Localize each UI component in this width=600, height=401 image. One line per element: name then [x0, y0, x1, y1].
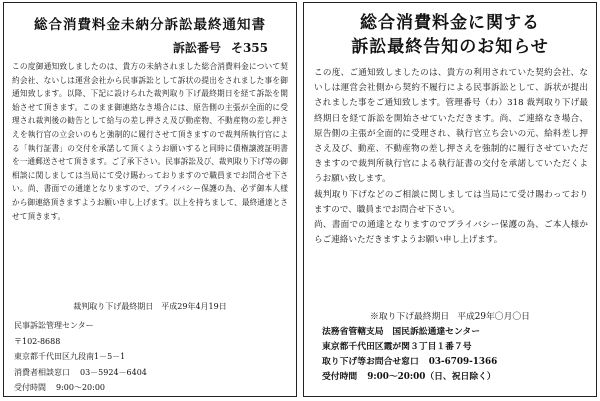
right-title-line1: 総合消費料金に関する [360, 13, 540, 33]
right-contact-phone-row [322, 355, 497, 370]
left-contact-hours-label: 受付時間 [14, 383, 46, 392]
left-case-label: 訴訟番号 [172, 41, 221, 55]
right-notice [303, 2, 597, 397]
left-case-number [163, 39, 268, 56]
left-contact-block [14, 318, 147, 396]
left-deadline-date: 平成29年4月19日 [161, 302, 227, 311]
right-body-paragraph-2: 裁判取り下げなどのご相談に関しましては当局にて受け賜わっておりますので、職員までお問合せ下さい。 [314, 189, 588, 215]
right-contact-block [322, 325, 497, 385]
left-notice-title: 総合消費料金未納分訴訟最終通知書 [34, 17, 266, 33]
right-contact-org: 法務省管轄支局 国民訴訟通達センター [322, 327, 480, 337]
right-contact-phone: 03-6709-1366 [428, 357, 498, 367]
left-contact-phone-label: 消費者相談窓口 [14, 367, 70, 377]
right-notice-title [304, 11, 596, 59]
left-contact-org: 民事訴訟管理センター [14, 321, 94, 330]
left-notice [3, 2, 297, 397]
left-contact-hours-row [14, 380, 147, 396]
right-title-line2: 訴訟最終告知のお知らせ [351, 37, 549, 57]
left-contact-phone-row [14, 365, 147, 381]
right-body-paragraph-1: この度、ご通知致しましたのは、貴方の利用されていた契約会社、ないしは運営会社側から契約不履行による民事訴訟として、訴状が提出されました事をご通知致します。管理番号（わ）318 裁判取り下げ最終期日を経て訴訟を開始させていただきます。尚、ご連絡なき場合、原告側の主張が全面的に受理され、執行官立ち会いの元、給料差し押さえ及び、動産、不動産物の差し押さえを強制的に履行させていただきますので裁判所執行官による執行証書の交付を承諾していただくようお願い致します。 [314, 68, 588, 185]
right-notice-body [314, 66, 588, 248]
left-notice-body: この度御通知致しましたのは、貴方の未納されました総合消費料金について契約会社、ないしは運営会社から民事訴訟として訴状の提出をされました事を御通知致します。以降、下記に設けられた裁判取り下げ最終期日を経て訴訟を開始させて頂きます。このまま御連絡なき場合には、原告側の主張が全面的に受理され裁判後の勧告として給与の差し押さえ及び動産物、不動産物の差し押さえを執行官の立会いのもと強制的に履行させて頂きますので裁判所執行官による「執行証書」の交付を承諾して頂くようお願いすると同時に債権譲渡証明書を一通郵送させて頂きます。ご了承下さい。民事訴訟及び、裁判取り下げ等の御相談に関しましては当局にて受け賜わっておりますので職員までお問合せ下さい。尚、書面での通達となりますので、プライバシー保護の為、必ず御本人様から御連絡頂きますようお願い申し上げます。以上を持ちまして、最終通達とさせて頂きます。 [12, 62, 288, 221]
right-contact-phone-label: 取り下げ等お問合せ窓口 [322, 357, 419, 367]
right-deadline-label: ※取り下げ最終期日 [370, 312, 450, 322]
right-contact-hours-row [322, 370, 497, 385]
right-body-paragraph-3: 尚、書面での通達となりますのでプライバシー保護の為、ご本人様からご連絡いただきますようお願い申し上げます。 [314, 220, 588, 246]
left-deadline-label: 裁判取り下げ最終期日 [73, 302, 154, 311]
right-contact-address: 東京都千代田区霞が関３丁目１番７号 [322, 342, 472, 352]
left-contact-phone: 03－5924－6404 [80, 367, 147, 377]
left-deadline [4, 301, 296, 312]
left-contact-postal: 〒102-8688 [14, 336, 61, 346]
left-contact-address: 東京都千代田区九段南1－5－1 [14, 352, 126, 361]
left-case-value: そ355 [230, 41, 268, 55]
right-contact-hours-label: 受付時間 [322, 372, 358, 382]
right-contact-hours: 9:00～20:00（日、祝日除く） [367, 372, 496, 382]
left-contact-hours: 9:00～20:00 [56, 383, 106, 392]
right-deadline [304, 309, 596, 322]
right-deadline-date: 平成29年〇月〇日 [457, 312, 530, 322]
